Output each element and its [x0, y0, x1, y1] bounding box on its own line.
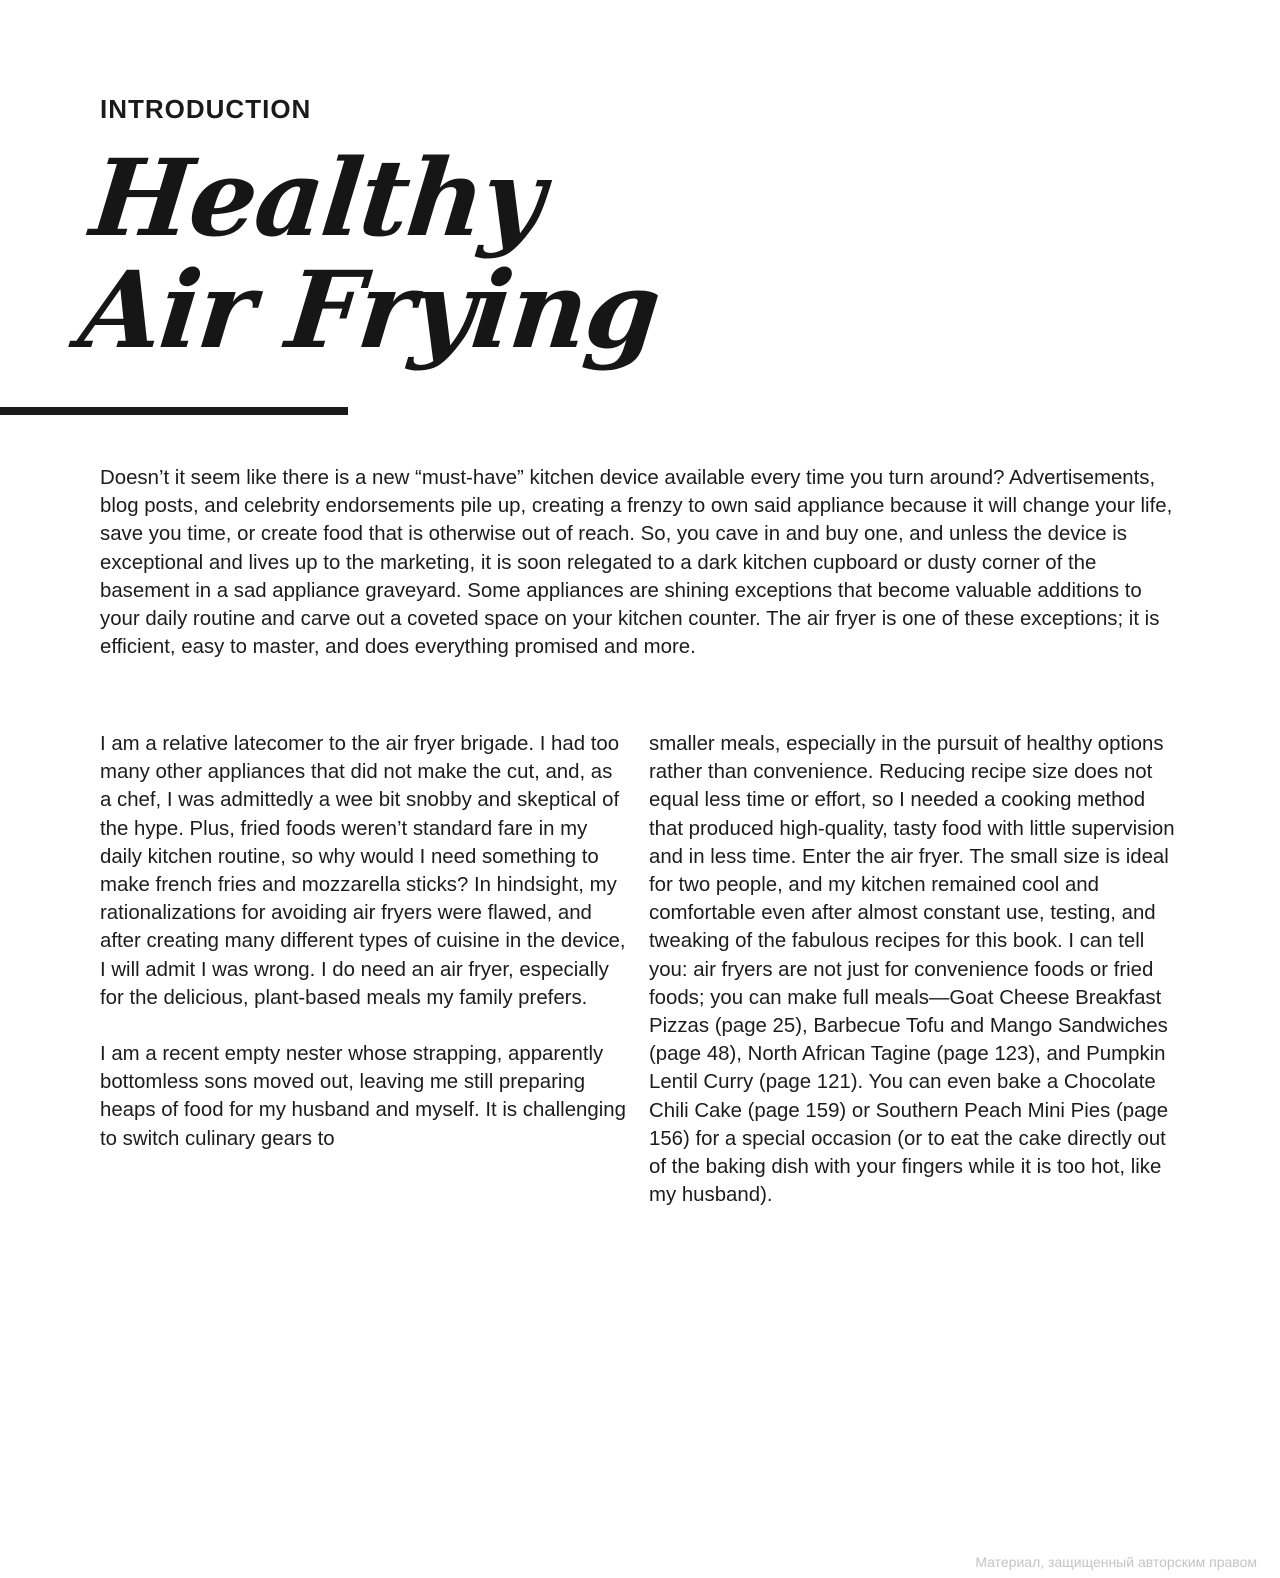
intro-paragraph: Doesn’t it seem like there is a new “must-have” kitchen device available every time you turn around? Advertisements, blog posts, and celebrity endorsements pile up, creating a frenzy to own said appliance because it will change your life, save you time, or create food that is otherwise out of reach. So, you cave in and buy one, and unless the device is exceptional and lives up to the marketing, it is soon relegated to a dark kitchen cupboard or dusty corner of the basement in a sad appliance graveyard. Some appliances are shining exceptions that become valuable additions to your daily routine and carve out a coveted space on your kitchen counter. The air fryer is one of these exceptions; it is efficient, easy to master, and does everything promised and more. [100, 467, 1173, 659]
page-title [73, 135, 675, 372]
body-paragraph: smaller meals, especially in the pursuit of healthy options rather than convenience. Reducing recipe size does not equal less time or effort, so I needed a cooking method that produced high-quality, tasty food with little supervision and in less time. Enter the air fryer. The small size is ideal for two people, and my kitchen remained cool and comfortable even after almost constant use, testing, and tweaking of the fabulous recipes for this book. I can tell you: air fryers are not just for convenience foods or fried foods; you can make full meals—Goat Cheese Breakfast Pizzas (page 25), Barbecue Tofu and Mango Sandwiches (page 48), North African Tagine (page 123), and Pumpkin Lentil Curry (page 121). You can even bake a Chocolate Chili Cake (page 159) or Southern Peach Mini Pies (page 156) for a special occasion (or to eat the cake directly out of the baking dish with your fingers while it is too hot, like my husband). [649, 733, 1175, 1207]
title-line-1: Healthy [85, 135, 549, 260]
body-paragraph: I am a relative latecomer to the air fryer brigade. I had too many other appliances that did not make the cut, and, as a chef, I was admittedly a wee bit snobby and skeptical of the hype. Plus, fried foods weren’t standard fare in my daily kitchen routine, so why would I need something to make french fries and mozzarella sticks? In hindsight, my rationalizations for avoiding air fryers were flawed, and after creating many different types of cuisine in the device, I will admit I was wrong. I do need an air fryer, especially for the delicious, plant-based meals my family prefers. [100, 733, 626, 1009]
copyright-watermark: Материал, защищенный авторским правом [975, 1554, 1257, 1570]
title-line-2: Air Frying [73, 247, 665, 372]
section-label: INTRODUCTION [100, 94, 312, 124]
body-column-right [649, 730, 1177, 1209]
body-column-left [100, 730, 626, 1153]
title-underline-divider [0, 407, 348, 415]
body-paragraph: I am a recent empty nester whose strapping, apparently bottomless sons moved out, leaving me still preparing heaps of food for my husband and myself. It is challenging to switch culinary gears to [100, 1043, 626, 1150]
